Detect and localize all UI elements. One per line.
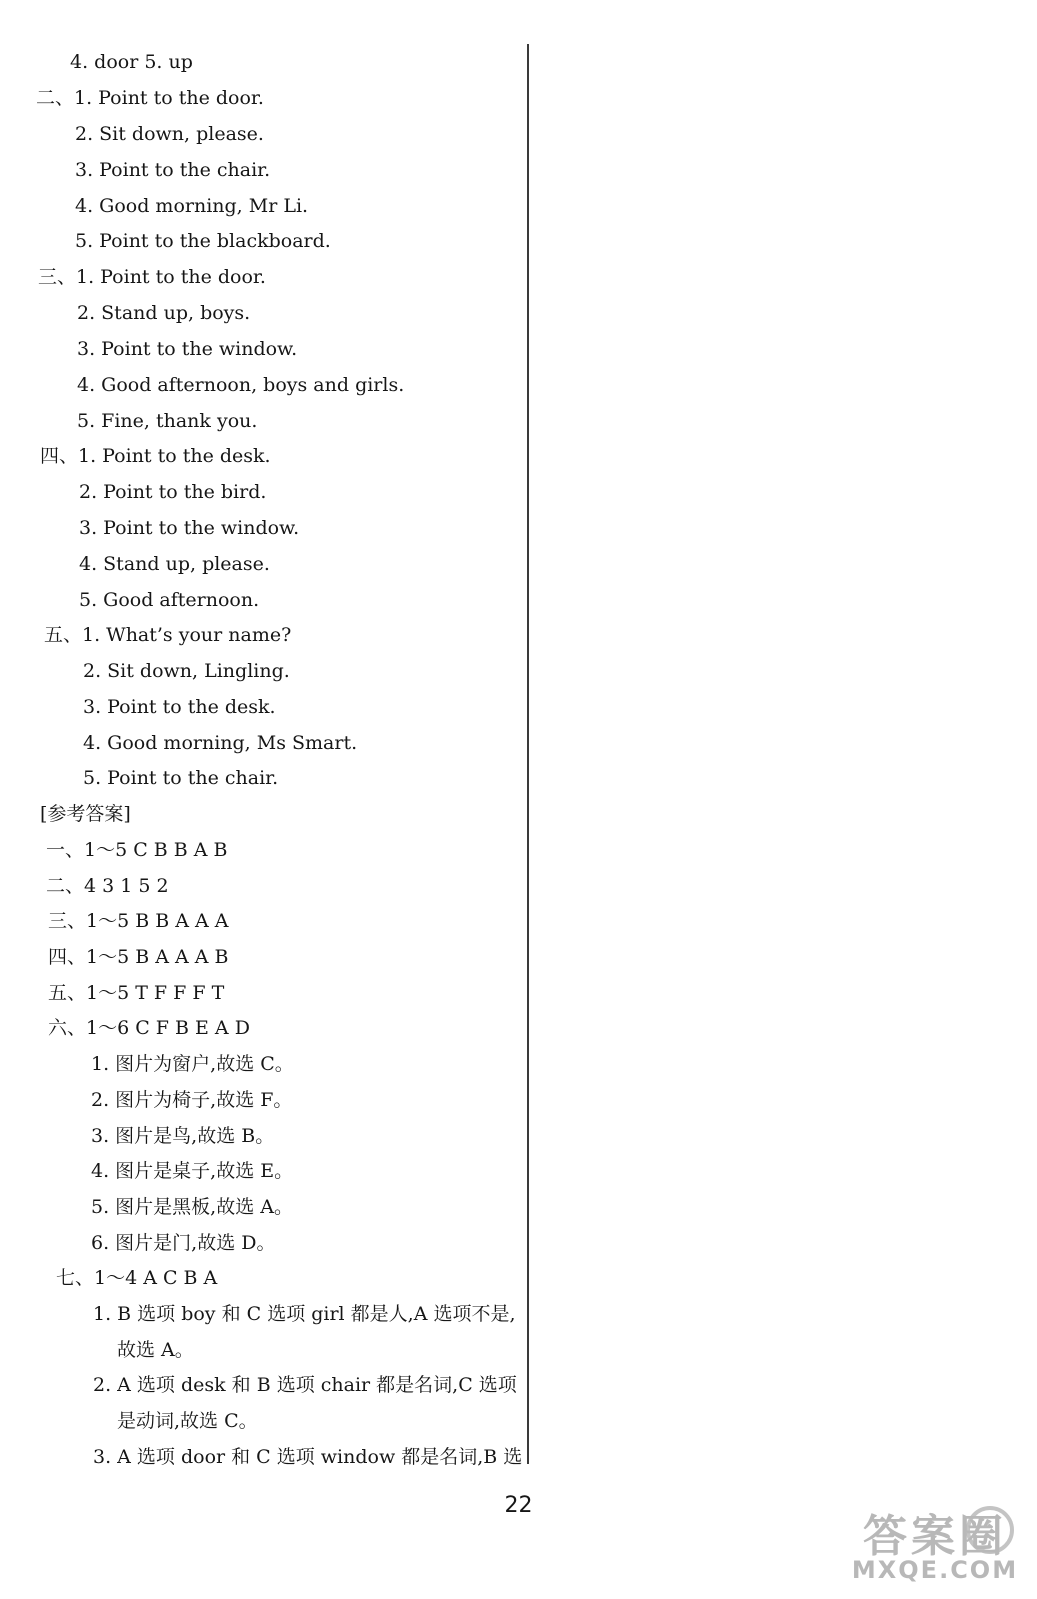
answer-line: 六、1～6 C F B E A D <box>48 1017 250 1039</box>
answer-line: 4. Good afternoon, boys and girls. <box>77 374 405 396</box>
answer-line: 3. Point to the window. <box>79 517 300 539</box>
answer-line: 5. 图片是黑板,故选 A。 <box>91 1196 293 1218</box>
answer-line: 3. Point to the chair. <box>75 159 271 181</box>
answer-line: 一、1～5 C B B A B <box>46 839 228 861</box>
answer-line: 2. A 选项 desk 和 B 选项 chair 都是名词,C 选项 <box>93 1374 517 1396</box>
answer-line: 3. Point to the desk. <box>83 696 276 718</box>
answer-line: 3. Point to the window. <box>77 338 298 360</box>
answer-line: 4. 图片是桌子,故选 E。 <box>91 1160 294 1182</box>
answer-line: 是动词,故选 C。 <box>117 1410 258 1432</box>
answer-line: 5. Fine, thank you. <box>77 410 258 432</box>
watermark-logo <box>850 1500 1020 1590</box>
answer-line: 四、1～5 B A A A B <box>48 946 229 968</box>
answer-line: [参考答案] <box>40 803 131 825</box>
answer-line: 3. 图片是鸟,故选 B。 <box>91 1125 275 1147</box>
answer-line: 2. 图片为椅子,故选 F。 <box>91 1089 293 1111</box>
answer-line: 4. Good morning, Mr Li. <box>75 195 309 217</box>
answer-line: 5. Point to the blackboard. <box>75 230 331 252</box>
answer-line: 2. Point to the bird. <box>79 481 267 503</box>
answer-line: 4. door 5. up <box>70 51 193 73</box>
answer-line: 5. Point to the chair. <box>83 767 279 789</box>
answer-line: 4. Stand up, please. <box>79 553 270 575</box>
answer-line: 五、1. What’s your name? <box>44 624 292 646</box>
answer-line: 3. A 选项 door 和 C 选项 window 都是名词,B 选 <box>93 1446 523 1468</box>
answer-line: 四、1. Point to the desk. <box>40 445 271 467</box>
page-number: 22 <box>504 1493 533 1518</box>
answer-line: 1. B 选项 boy 和 C 选项 girl 都是人,A 选项不是, <box>93 1303 516 1325</box>
answer-line: 三、1～5 B B A A A <box>48 910 229 932</box>
answer-line: 2. Sit down, Lingling. <box>83 660 290 682</box>
answer-line: 故选 A。 <box>117 1339 194 1361</box>
answer-line: 2. Stand up, boys. <box>77 302 251 324</box>
column-divider <box>527 44 529 1464</box>
watermark-text: 答案圈 <box>863 1511 1007 1562</box>
answer-line: 5. Good afternoon. <box>79 589 260 611</box>
answer-line: 三、1. Point to the door. <box>38 266 266 288</box>
answer-line: 2. Sit down, please. <box>75 123 264 145</box>
answer-line: 二、4 3 1 5 2 <box>46 875 169 897</box>
answer-line: 七、1～4 A C B A <box>56 1267 218 1289</box>
answer-line: 二、1. Point to the door. <box>36 87 264 109</box>
answer-line: 五、1～5 T F F F T <box>48 982 225 1004</box>
answer-line: 6. 图片是门,故选 D。 <box>91 1232 276 1254</box>
answer-line: 4. Good morning, Ms Smart. <box>83 732 358 754</box>
watermark-url: MXQE.COM <box>851 1556 1019 1584</box>
answer-line: 1. 图片为窗户,故选 C。 <box>91 1053 294 1075</box>
